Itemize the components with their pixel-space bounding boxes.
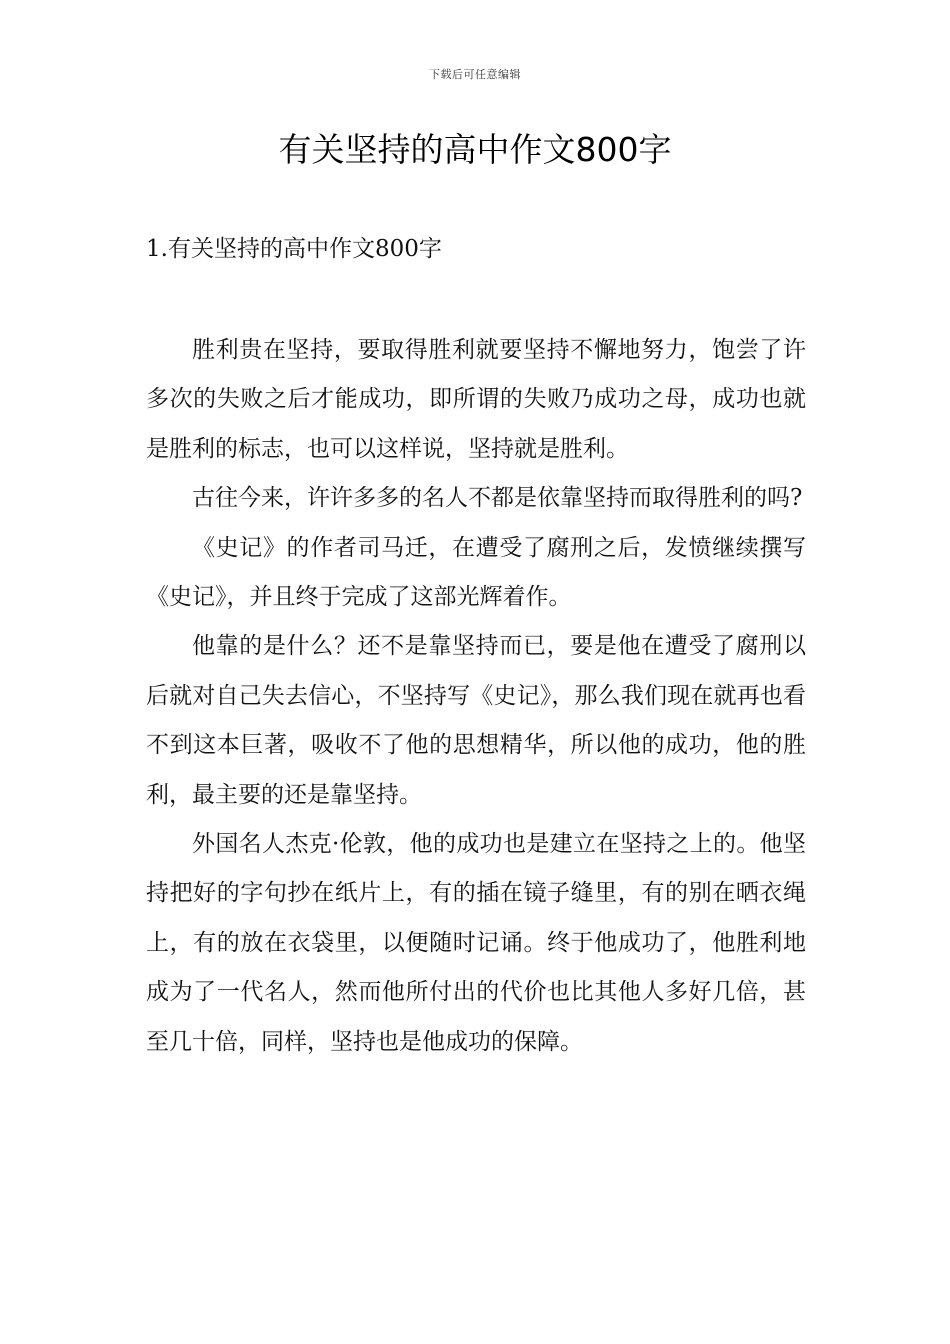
header-note: 下载后可任意编辑: [429, 68, 521, 81]
paragraph: 他靠的是什么？还不是靠坚持而已，要是他在遭受了腐刑以后就对自己失去信心，不坚持写《史记》，那么我们现在就再也看不到这本巨著，吸收不了他的思想精华，所以他的成功，他的胜利，最主要的还是靠坚持。: [146, 633, 806, 808]
paragraph: 胜利贵在坚持，要取得胜利就要坚持不懈地努力，饱尝了许多次的失败之后才能成功，即所谓的失败乃成功之母，成功也就是胜利的标志，也可以这样说，坚持就是胜利。: [146, 337, 806, 462]
paragraph: 古往今来，许许多多的名人不都是依靠坚持而取得胜利的吗?: [192, 485, 803, 512]
section-heading: 1.有关坚持的高中作文800字: [146, 236, 442, 262]
document-title: 有关坚持的高中作文800字: [278, 130, 672, 169]
paragraph: 外国名人杰克·伦敦，他的成功也是建立在坚持之上的。他坚持把好的字句抄在纸片上，有的插在镜子缝里，有的别在晒衣绳上，有的放在衣袋里，以便随时记诵。终于他成功了，他胜利地成为了一代名人，然而他所付出的代价也比其他人多好几倍，甚至几十倍，同样，坚持也是他成功的保障。: [146, 831, 806, 1055]
essay-body: [146, 326, 806, 1067]
paragraph: 《史记》的作者司马迁，在遭受了腐刑之后，发愤继续撰写《史记》，并且终于完成了这部光辉着作。: [146, 534, 806, 611]
